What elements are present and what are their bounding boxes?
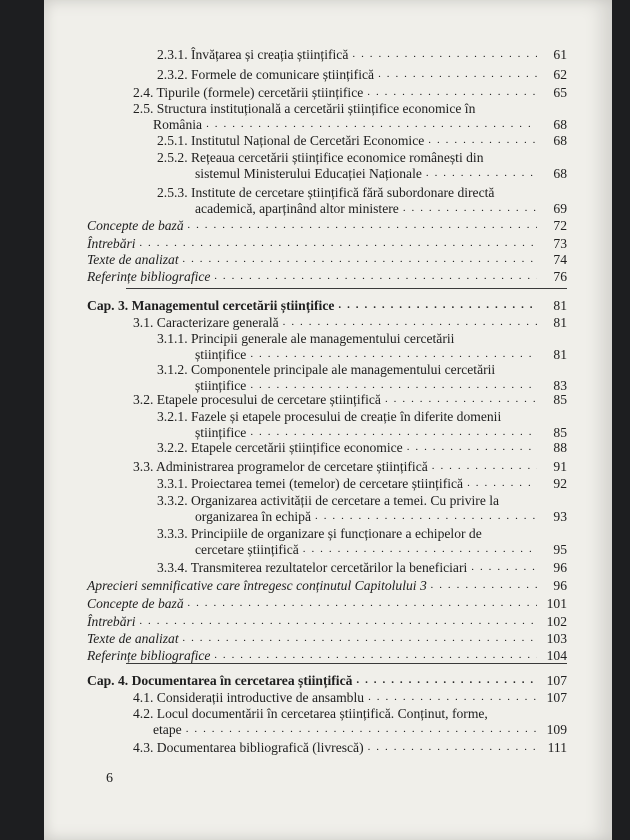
toc-page-number: 69 — [553, 201, 567, 216]
toc-entry-title: Întrebări — [87, 236, 136, 251]
toc-entry-title: 3.3. Administrarea programelor de cercetare științifică — [133, 459, 428, 474]
toc-entry-title: 2.3.2. Formele de comunicare științifică — [157, 67, 375, 82]
toc-page-number: 88 — [553, 440, 567, 455]
dot-leader — [352, 47, 537, 63]
toc-entry-title-continued: științifice — [195, 378, 247, 393]
dot-leader — [431, 578, 537, 594]
dot-leader — [140, 614, 537, 630]
toc-entry-title: 3.2.2. Etapele cercetării științifice economice — [157, 440, 403, 455]
dot-leader — [183, 631, 537, 647]
dot-leader — [188, 218, 537, 234]
toc-entry-title: 3.1. Caracterizare generală — [133, 315, 279, 330]
toc-page-number: 111 — [547, 740, 567, 755]
section-divider — [126, 288, 567, 289]
page-number: 6 — [106, 771, 113, 786]
toc-entry-title: Întrebări — [87, 614, 136, 629]
toc-page-number: 107 — [546, 690, 567, 705]
toc-entry-title-continued: științifice — [195, 347, 247, 362]
toc-entry-title-continued: etape — [153, 722, 182, 737]
toc-entry-title: Referințe bibliografice — [87, 648, 211, 663]
toc-entry-title: 4.2. Locul documentării în cercetarea științifică. Conținut, forme, — [133, 706, 488, 721]
toc-entry-title: 3.1.2. Componentele principale ale managementului cercetării — [157, 362, 496, 377]
dot-leader — [407, 440, 537, 456]
toc-entry-title: 3.2. Etapele procesului de cercetare științifică — [133, 392, 381, 407]
toc-entry-title: Aprecieri semnificative care întregesc conținutul Capitolului 3 — [87, 578, 427, 593]
toc-entry-title: Cap. 4. Documentarea în cercetarea științifică — [87, 673, 353, 688]
dot-leader — [338, 298, 537, 314]
toc-entry-title: 2.3.1. Învățarea și creația științifică — [157, 47, 349, 62]
dot-leader — [378, 67, 537, 83]
toc-entry-title-continued: academică, aparținând altor ministere — [195, 201, 399, 216]
toc-page-number: 85 — [553, 392, 567, 407]
dot-leader — [385, 392, 537, 408]
toc-entry-title: 3.3.2. Organizarea activității de cercetare a temei. Cu privire la — [157, 493, 500, 508]
toc-entry-title: 4.1. Considerații introductive de ansamblu — [133, 690, 365, 705]
toc-page-number: 93 — [553, 509, 567, 524]
toc-page-number: 91 — [553, 459, 567, 474]
book-page — [44, 0, 612, 840]
toc-page-number: 103 — [546, 631, 567, 646]
toc-page-number: 109 — [546, 722, 567, 737]
dot-leader — [368, 690, 537, 706]
dot-leader — [206, 117, 537, 133]
dot-leader — [432, 459, 537, 475]
toc-page-number: 92 — [553, 476, 567, 491]
toc-entry-title: 2.5.1. Institutul Național de Cercetări Economice — [157, 133, 425, 148]
toc-page-number: 101 — [546, 596, 567, 611]
toc-entry-title: 2.4. Tipurile (formele) cercetării științifice — [133, 85, 364, 100]
toc-page-number: 95 — [553, 542, 567, 557]
toc-entry-title-continued: cercetare științifică — [195, 542, 299, 557]
toc-page-number: 65 — [553, 85, 567, 100]
dot-leader — [183, 252, 537, 268]
toc-page-number: 96 — [553, 560, 567, 575]
dot-leader — [186, 722, 537, 738]
toc-page-number: 72 — [553, 218, 567, 233]
toc-page-number: 85 — [553, 425, 567, 440]
section-divider — [126, 663, 567, 664]
toc-page-number: 68 — [553, 117, 567, 132]
toc-entry-title: 3.2.1. Fazele și etapele procesului de creație în diferite domenii — [157, 409, 502, 424]
toc-entry-title: Concepte de bază — [87, 218, 184, 233]
toc-entry-title: Texte de analizat — [87, 252, 179, 267]
toc-page-number: 73 — [553, 236, 567, 251]
table-of-contents — [44, 0, 612, 840]
toc-entry-title: 3.3.1. Proiectarea temei (temelor) de cercetare științifică — [157, 476, 464, 491]
dot-leader — [214, 648, 537, 664]
dot-leader — [428, 133, 537, 149]
toc-page-number: 68 — [553, 166, 567, 181]
toc-page-number: 96 — [553, 578, 567, 593]
toc-entry-title-continued: sistemul Ministerului Educației Naționale — [195, 166, 422, 181]
toc-entry-title-continued: organizarea în echipă — [195, 509, 311, 524]
dot-leader — [367, 85, 537, 101]
toc-entry-title: Referințe bibliografice — [87, 269, 211, 284]
dot-leader — [315, 509, 537, 525]
toc-page-number: 81 — [553, 315, 567, 330]
toc-entry-title: 3.1.1. Principii generale ale managementului cercetării — [157, 331, 455, 346]
toc-entry-title: 4.3. Documentarea bibliografică (livrescă) — [133, 740, 364, 755]
toc-entry-title: Cap. 3. Managementul cercetării științifice — [87, 298, 335, 313]
dot-leader — [214, 269, 537, 285]
toc-page-number: 81 — [553, 298, 567, 313]
dot-leader — [356, 673, 537, 689]
toc-page-number: 102 — [546, 614, 567, 629]
toc-page-number: 62 — [553, 67, 567, 82]
toc-entry-title: 3.3.3. Principiile de organizare și funcționare a echipelor de — [157, 526, 482, 541]
toc-entry-title-continued: România — [153, 117, 203, 132]
toc-page-number: 83 — [553, 378, 567, 393]
toc-entry-title: Texte de analizat — [87, 631, 179, 646]
toc-entry-title: 3.3.4. Transmiterea rezultatelor cercetărilor la beneficiari — [157, 560, 468, 575]
toc-entry-title-continued: științifice — [195, 425, 247, 440]
dot-leader — [303, 542, 537, 558]
dot-leader — [188, 596, 537, 612]
toc-page-number: 76 — [553, 269, 567, 284]
toc-page-number: 61 — [553, 47, 567, 62]
dot-leader — [426, 166, 537, 182]
dot-leader — [250, 425, 537, 441]
toc-page-number: 104 — [546, 648, 567, 663]
toc-entry-title: 2.5. Structura instituțională a cercetării științifice economice în — [133, 101, 476, 116]
toc-page-number: 81 — [553, 347, 567, 362]
toc-page-number: 107 — [546, 673, 567, 688]
dot-leader — [140, 236, 537, 252]
toc-entry-title: 2.5.2. Rețeaua cercetării științifice economice românești din — [157, 150, 484, 165]
dot-leader — [250, 347, 537, 363]
toc-page-number: 74 — [553, 252, 567, 267]
toc-entry-title: Concepte de bază — [87, 596, 184, 611]
dot-leader — [368, 740, 537, 756]
dot-leader — [283, 315, 537, 331]
toc-page-number: 68 — [553, 133, 567, 148]
dot-leader — [403, 201, 537, 217]
toc-entry-title: 2.5.3. Institute de cercetare științifică fără subordonare directă — [157, 185, 495, 200]
